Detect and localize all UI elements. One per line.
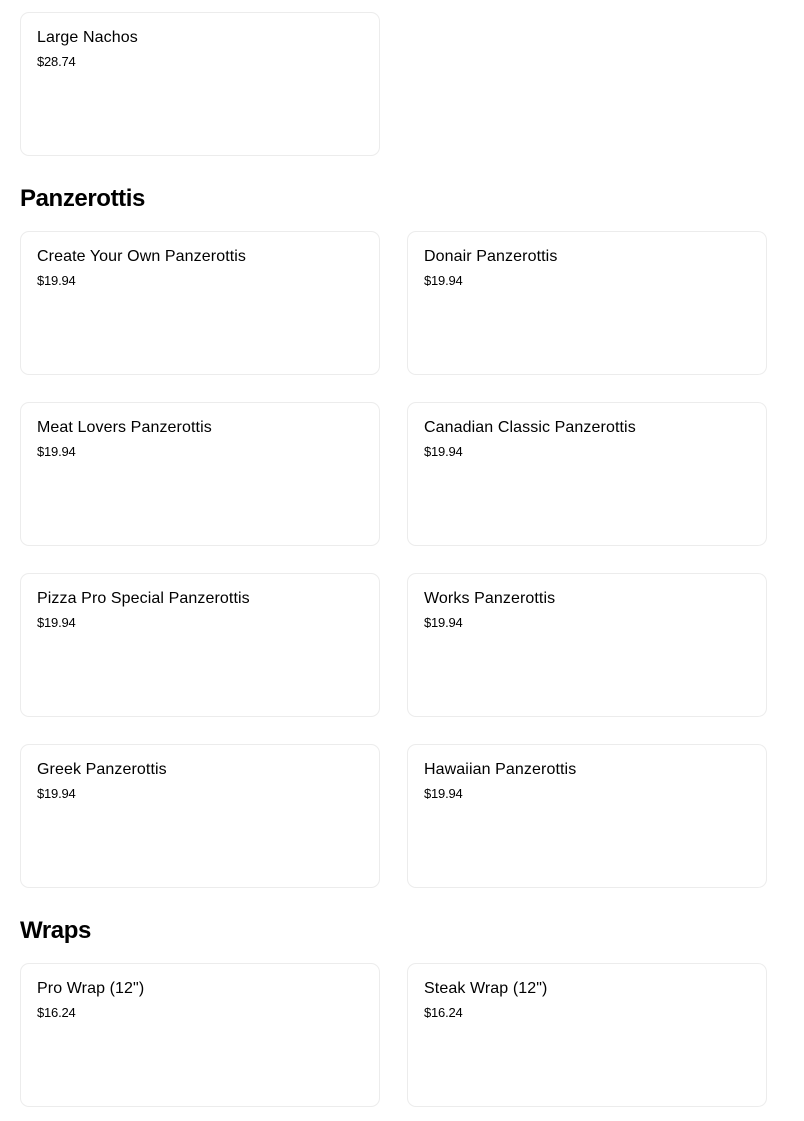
menu-item-card[interactable] — [20, 744, 380, 888]
menu-item-name — [424, 589, 654, 631]
menu-item-title: Large Nachos — [37, 29, 138, 46]
menu-item-price: $28.74 — [37, 54, 76, 69]
menu-item-name — [424, 760, 654, 802]
menu-item-card[interactable] — [20, 402, 380, 546]
menu-item-title: Works Panzerottis — [424, 590, 556, 607]
menu-item-name — [37, 589, 267, 631]
menu-item-name — [424, 418, 654, 460]
menu-item-title: Hawaiian Panzerottis — [424, 761, 577, 778]
menu-item-title: Steak Wrap (12") — [424, 980, 548, 997]
menu-item-name — [37, 979, 267, 1021]
menu-item-card[interactable] — [20, 231, 380, 375]
menu-item-name — [424, 979, 654, 1021]
menu-item-title: Greek Panzerottis — [37, 761, 167, 778]
menu-item-price: $19.94 — [424, 615, 463, 630]
menu-item-price: $19.94 — [37, 615, 76, 630]
menu-item-title: Pro Wrap (12") — [37, 980, 145, 997]
menu-item-price: $19.94 — [424, 444, 463, 459]
menu-item-price: $19.94 — [424, 273, 463, 288]
menu-item-name — [37, 28, 267, 70]
menu-item-card[interactable] — [20, 12, 380, 156]
menu-item-price: $19.94 — [37, 273, 76, 288]
menu-item-card[interactable] — [20, 573, 380, 717]
menu-item-name — [424, 247, 654, 289]
menu-item-title: Pizza Pro Special Panzerottis — [37, 590, 250, 607]
section-title-panzerottis: Panzerottis — [20, 185, 145, 212]
menu-item-title: Meat Lovers Panzerottis — [37, 419, 212, 436]
menu-item-title: Donair Panzerottis — [424, 248, 558, 265]
menu-item-price: $19.94 — [37, 786, 76, 801]
menu-item-price: $16.24 — [37, 1005, 76, 1020]
menu-item-price: $19.94 — [37, 444, 76, 459]
menu-item-price: $19.94 — [424, 786, 463, 801]
menu-item-card[interactable] — [20, 963, 380, 1107]
menu-item-card[interactable] — [407, 231, 767, 375]
menu-item-price: $16.24 — [424, 1005, 463, 1020]
menu-item-card[interactable] — [407, 963, 767, 1107]
menu-item-name — [37, 760, 267, 802]
menu-item-title: Canadian Classic Panzerottis — [424, 419, 636, 436]
menu-item-name — [37, 418, 267, 460]
menu-item-card[interactable] — [407, 744, 767, 888]
menu-item-card[interactable] — [407, 402, 767, 546]
menu-item-title: Create Your Own Panzerottis — [37, 248, 247, 265]
section-title-wraps: Wraps — [20, 917, 91, 944]
menu-item-name — [37, 247, 267, 289]
menu-item-card[interactable] — [407, 573, 767, 717]
